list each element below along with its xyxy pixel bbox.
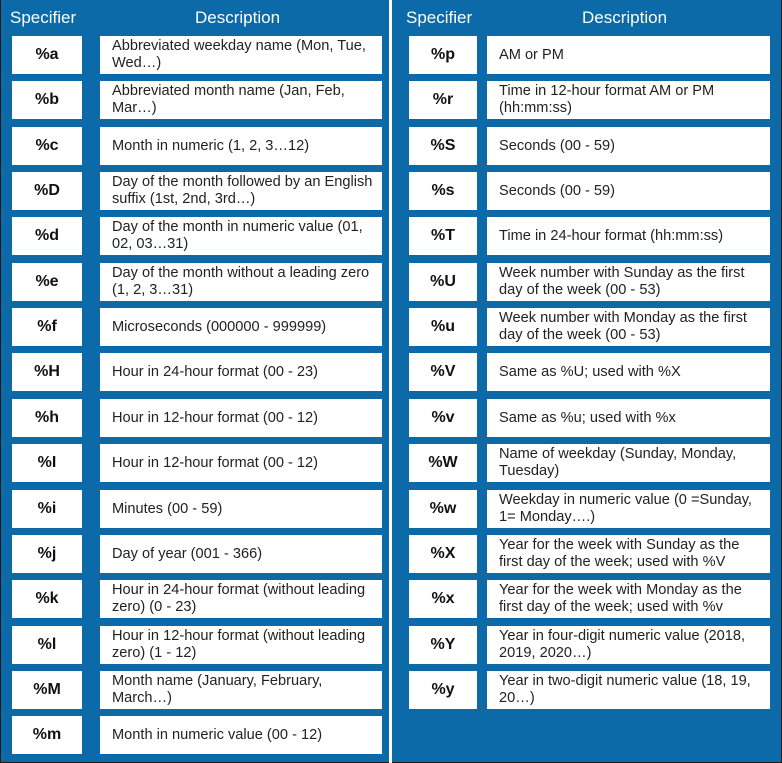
table-row [392, 580, 781, 618]
specifier-cell: %k [12, 580, 82, 618]
description-cell: Hour in 24-hour format (00 - 23) [100, 353, 382, 391]
table-row [392, 308, 781, 346]
specifier-cell: %e [12, 263, 82, 301]
description-cell: Microseconds (000000 - 999999) [100, 308, 382, 346]
specifier-cell: %d [12, 217, 82, 255]
specifier-cell: %p [409, 36, 477, 74]
table-row [1, 580, 389, 618]
description-cell: Weekday in numeric value (0 =Sunday, 1= Monday….) [487, 490, 770, 528]
table-row [392, 127, 781, 165]
specifier-cell: %l [12, 626, 82, 664]
specifier-cell: %a [12, 36, 82, 74]
specifier-cell: %c [12, 127, 82, 165]
table-row [1, 490, 389, 528]
specifier-cell: %W [409, 444, 477, 482]
specifier-cell: %f [12, 308, 82, 346]
description-cell: Month in numeric value (00 - 12) [100, 716, 382, 754]
description-cell: Same as %u; used with %x [487, 399, 770, 437]
table-row [392, 399, 781, 437]
table-row [392, 535, 781, 573]
right-table-panel [392, 0, 782, 763]
table-row [1, 399, 389, 437]
table-row [1, 263, 389, 301]
description-cell: Day of the month followed by an English suffix (1st, 2nd, 3rd…) [100, 172, 382, 210]
description-cell: Name of weekday (Sunday, Monday, Tuesday) [487, 444, 770, 482]
description-cell: Seconds (00 - 59) [487, 172, 770, 210]
description-cell: Hour in 12-hour format (without leading zero) (1 - 12) [100, 626, 382, 664]
specifier-cell: %m [12, 716, 82, 754]
description-cell: Week number with Monday as the first day of the week (00 - 53) [487, 308, 770, 346]
specifier-cell: %j [12, 535, 82, 573]
specifier-cell: %X [409, 535, 477, 573]
specifier-cell: %U [409, 263, 477, 301]
description-cell: Same as %U; used with %X [487, 353, 770, 391]
description-cell: Time in 24-hour format (hh:mm:ss) [487, 217, 770, 255]
description-cell: Day of the month in numeric value (01, 02, 03…31) [100, 217, 382, 255]
table-row [1, 217, 389, 255]
specifier-cell: %H [12, 353, 82, 391]
specifier-cell: %x [409, 580, 477, 618]
table-row [1, 353, 389, 391]
specifier-cell: %v [409, 399, 477, 437]
table-row [1, 716, 389, 754]
table-row [1, 127, 389, 165]
specifier-cell: %s [409, 172, 477, 210]
header-specifier: Specifier [406, 8, 473, 27]
table-row [392, 444, 781, 482]
table-row [1, 36, 389, 74]
table-row [392, 490, 781, 528]
table-row [392, 263, 781, 301]
description-cell: Day of the month without a leading zero (1, 2, 3…31) [100, 263, 382, 301]
specifier-cell: %r [409, 81, 477, 119]
description-cell: Year in four-digit numeric value (2018, 2019, 2020…) [487, 626, 770, 664]
specifier-cell: %u [409, 308, 477, 346]
description-cell: Year for the week with Monday as the first day of the week; used with %v [487, 580, 770, 618]
specifier-cell: %i [12, 490, 82, 528]
table-row [1, 172, 389, 210]
specifier-cell: %D [12, 172, 82, 210]
description-cell: Abbreviated weekday name (Mon, Tue, Wed…) [100, 36, 382, 74]
specifier-cell: %V [409, 353, 477, 391]
table-row [1, 626, 389, 664]
header-specifier: Specifier [10, 8, 77, 27]
description-cell: Week number with Sunday as the first day of the week (00 - 53) [487, 263, 770, 301]
table-row [1, 671, 389, 709]
table-row [392, 671, 781, 709]
specifier-cell: %I [12, 444, 82, 482]
description-cell: Day of year (001 - 366) [100, 535, 382, 573]
description-cell: Seconds (00 - 59) [487, 127, 770, 165]
description-cell: Hour in 12-hour format (00 - 12) [100, 399, 382, 437]
table-row [1, 535, 389, 573]
specifier-cell: %T [409, 217, 477, 255]
description-cell: Minutes (00 - 59) [100, 490, 382, 528]
specifier-cell: %w [409, 490, 477, 528]
table-row [392, 81, 781, 119]
specifier-cell: %M [12, 671, 82, 709]
description-cell: Abbreviated month name (Jan, Feb, Mar…) [100, 81, 382, 119]
specifier-cell: %y [409, 671, 477, 709]
specifier-cell: %S [409, 127, 477, 165]
table-row [392, 36, 781, 74]
table-row [392, 217, 781, 255]
header-description: Description [195, 8, 281, 27]
table-row [1, 81, 389, 119]
table-row [1, 308, 389, 346]
table-row [392, 353, 781, 391]
description-cell: Month in numeric (1, 2, 3…12) [100, 127, 382, 165]
specifier-cell: %Y [409, 626, 477, 664]
table-row [1, 444, 389, 482]
table-row [392, 172, 781, 210]
description-cell: AM or PM [487, 36, 770, 74]
description-cell: Hour in 12-hour format (00 - 12) [100, 444, 382, 482]
specifier-cell: %b [12, 81, 82, 119]
left-table-panel [0, 0, 389, 763]
table-row [392, 626, 781, 664]
description-cell: Time in 12-hour format AM or PM (hh:mm:ss) [487, 81, 770, 119]
description-cell: Hour in 24-hour format (without leading zero) (0 - 23) [100, 580, 382, 618]
header-description: Description [582, 8, 668, 27]
specifier-cell: %h [12, 399, 82, 437]
description-cell: Year in two-digit numeric value (18, 19, 20…) [487, 671, 770, 709]
description-cell: Month name (January, February, March…) [100, 671, 382, 709]
description-cell: Year for the week with Sunday as the first day of the week; used with %V [487, 535, 770, 573]
